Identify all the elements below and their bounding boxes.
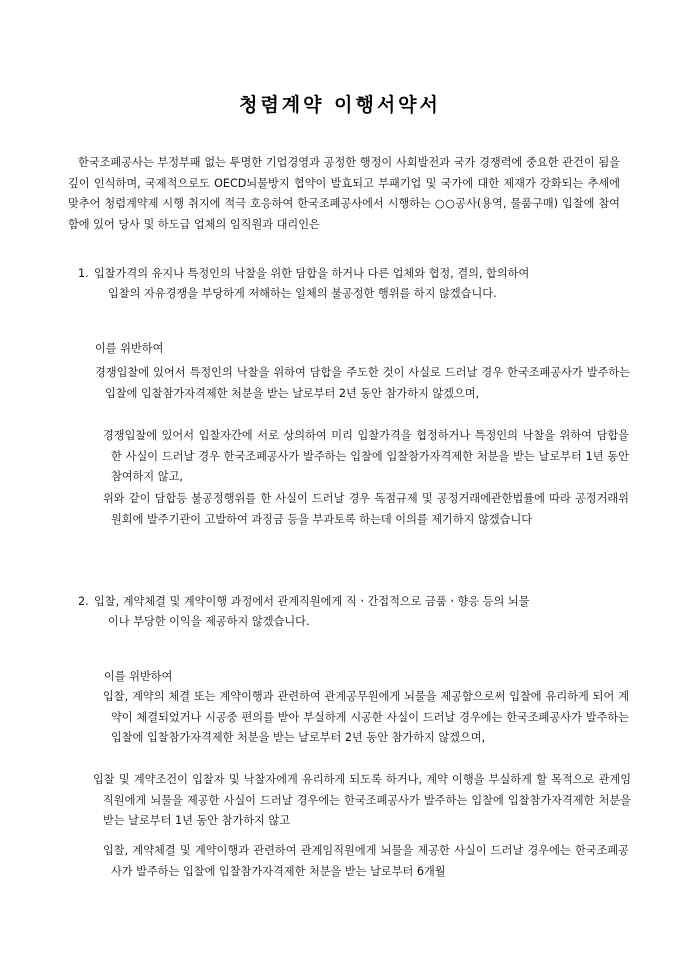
pledge-item-1 — [78, 264, 618, 308]
item-text-line-1: 입찰가격의 유지나 특정인의 낙찰을 위한 담합을 하거나 다른 업체와 협정, 결의, 합의하여 — [94, 267, 530, 280]
item-text-line-2: 입찰의 자유경쟁을 부당하게 저해하는 일체의 불공정한 행위를 하지 않겠습니다. — [108, 287, 497, 300]
penalty-clause-1c: 위와 같이 담합등 불공정행위를 한 사실이 드러날 경우 독점규제 및 공정거래에관한법률에 따라 공정거래위원회에 발주기관이 고발하여 과징금 등을 부과토록 하는데 이의를 제기하지 않겠습니다 — [103, 492, 629, 526]
penalty-clause-2a: 입찰, 계약의 체결 또는 계약이행과 관련하여 관계공무원에게 뇌물을 제공함으로써 입찰에 유리하게 되어 계약이 체결되었거나 시공중 편의를 받아 부실하게 시공한 사실이 드러날 경우에는 한국조폐공사가 발주하는 입찰에 입찰참가자격제한 처분을 받는 날로부터 2년 동안 참가하지 않겠으며, — [103, 690, 629, 744]
intro-paragraph: 한국조폐공사는 부정부패 없는 투명한 기업경영과 공정한 행정이 사회발전과 국가 경쟁력에 중요한 관건이 됨을 깊이 인식하며, 국제적으로도 OECD뇌물방지 협약이 발효되고 부패기업 및 국가에 대한 제재가 강화되는 추세에 맞추어 청렴계약제 시행 취지에 적극 호응하여 한국조폐공사에서 시행하는 ○○공사(용역, 물품구매) 입찰에 참여함에 있어 당사 및 하도급 업체의 임직원과 대리인은 — [68, 156, 620, 232]
item-number: 2. — [78, 595, 89, 608]
penalty-clause-1b: 경쟁입찰에 있어서 입찰자간에 서로 상의하여 미리 입찰가격을 협정하거나 특정인의 낙찰을 위하여 담합을 한 사실이 드러날 경우 한국조폐공사가 발주하는 입찰에 입찰참가자격제한 처분을 받는 날로부터 1년 동안 참여하지 않고, — [103, 429, 629, 483]
penalty-clause-2b: 입찰 및 계약조건이 입찰자 및 낙찰자에게 유리하게 되도록 하거나, 계약 이행을 부실하게 할 목적으로 관계임직원에게 뇌물을 제공한 사실이 드러날 경우에는 한국조폐공사가 발주하는 입찰에 입찰참가자격제한 처분을 받는 날로부터 1년 동안 참가하지 않고 — [93, 773, 631, 827]
penalty-clause-1a: 경쟁입찰에 있어서 특정인의 낙찰을 위하여 담합을 주도한 것이 사실로 드러날 경우 한국조폐공사가 발주하는 입찰에 입찰참가자격제한 처분을 받는 날로부터 2년 동안 참가하지 않겠으며, — [95, 366, 630, 400]
item-text — [94, 592, 618, 632]
item-number: 1. — [78, 267, 89, 280]
pledge-item-2 — [78, 592, 618, 636]
violation-lead-1: 이를 위반하여 — [95, 342, 164, 355]
item-text-line-2: 이나 부당한 이익을 제공하지 않겠습니다. — [108, 615, 310, 628]
item-text-line-1: 입찰, 계약체결 및 계약이행 과정에서 관계직원에게 직ㆍ간접적으로 금품ㆍ향응 등의 뇌물 — [94, 595, 530, 608]
violation-lead-2: 이를 위반하여 — [104, 670, 173, 683]
document-title: 청렴계약 이행서약서 — [239, 94, 441, 116]
penalty-clause-2c: 입찰, 계약체결 및 계약이행과 관련하여 관계임직원에게 뇌물을 제공한 사실이 드러날 경우에는 한국조폐공사가 발주하는 입찰에 입찰참가자격제한 처분을 받는 날로부터 6개월 — [103, 844, 629, 878]
item-text — [94, 264, 618, 304]
